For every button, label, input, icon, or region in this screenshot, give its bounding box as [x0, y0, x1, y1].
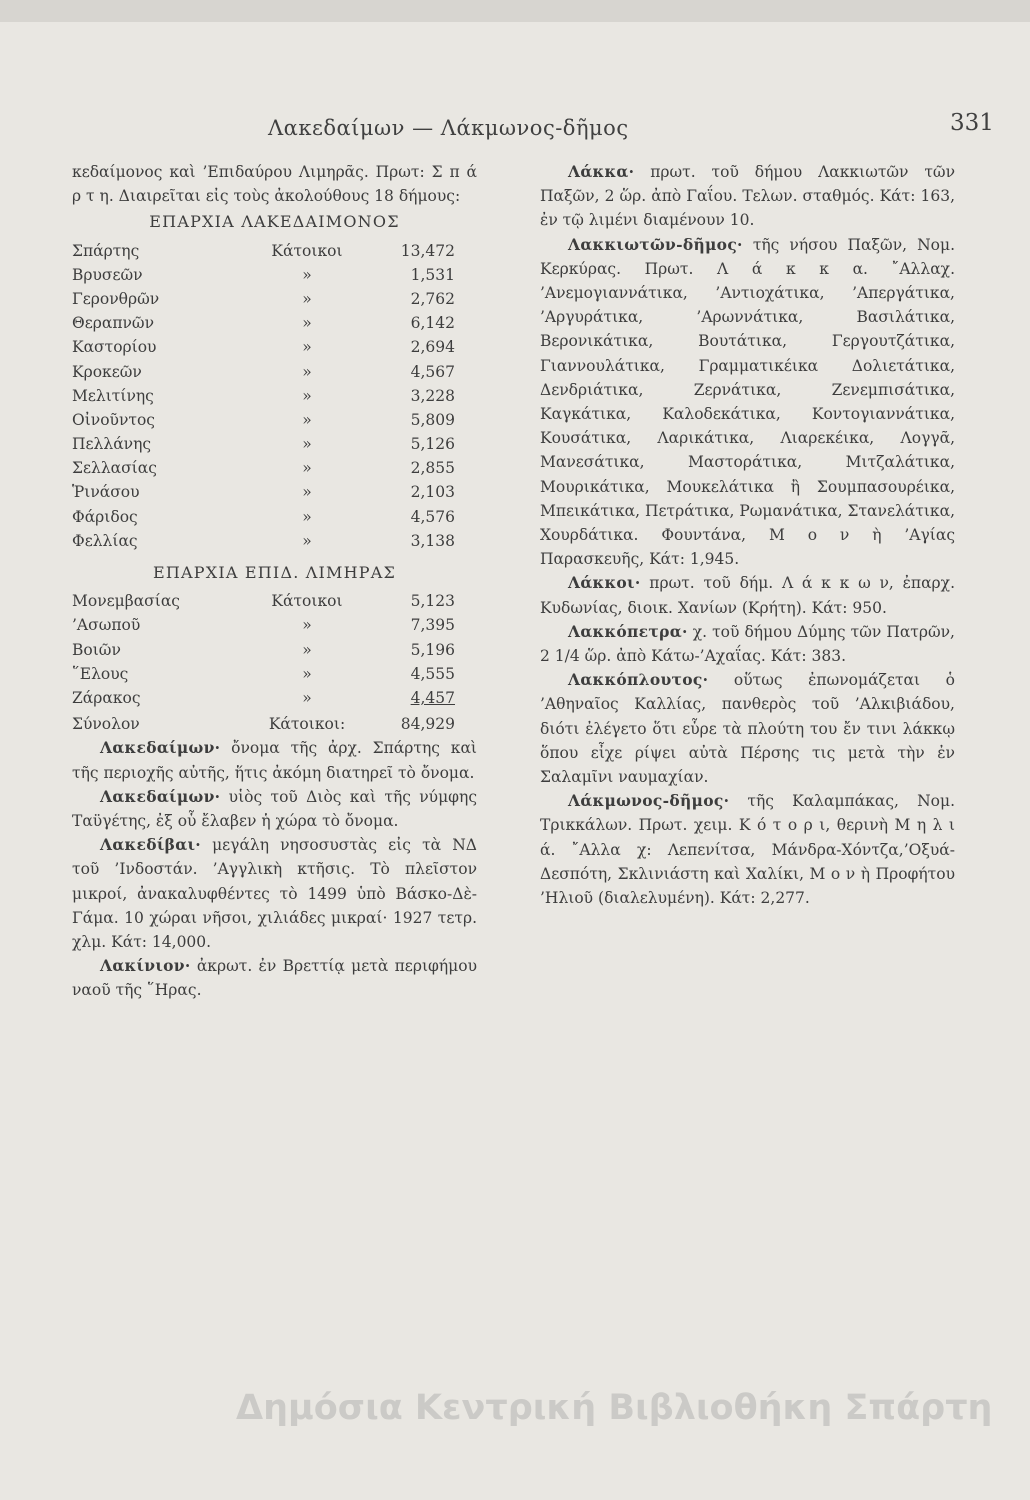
entry-paragraph — [72, 736, 477, 784]
table-row — [72, 480, 477, 504]
table-row — [72, 432, 477, 456]
table-row — [72, 686, 477, 710]
row-value: 13,472 — [400, 241, 455, 260]
left-entries — [72, 736, 477, 1002]
row-name: ῞Ελους — [72, 664, 129, 683]
section2-table — [72, 589, 477, 710]
row-label: Κάτοικοι — [271, 241, 343, 260]
row-value: 6,142 — [410, 314, 455, 333]
table-row — [72, 360, 477, 384]
intro-paragraph: κεδαίμονος καὶ ’Επιδαύρου Λιμηρᾶς. Πρωτ: Σ π ά ρ τ η. Διαιρεῖται εἰς τοὺς ἀκολούθους 18 δήμους: — [72, 163, 477, 206]
entry-headword: Λάκμωνος-δῆμος· — [568, 791, 730, 811]
row-name: Φελλίας — [72, 531, 138, 550]
table-row — [72, 456, 477, 480]
table-row — [72, 638, 477, 662]
entry-text: μεγάλη νησοσυστὰς εἰς τὰ ΝΔ τοῦ ’Ινδοστάν. ’Αγγλικὴ κτῆσις. Τὸ πλεῖστον μικροί, ἀνακαλυφθέντες τὸ 1499 ὑπὸ Βάσκο-Δὲ-Γάμα. 10 χώραι νῆσοι, χιλιάδες μικραί· 1927 τετρ. χλμ. Κάτ: 14,000. — [72, 836, 477, 951]
entry-text: πρωτ. τοῦ δήμου Λακκιωτῶν τῶν Παξῶν, 2 ὥρ. ἀπὸ Γαΐου. Τελων. σταθμός. Κάτ: 163, ἐν τῷ λιμένι διαμένουν 10. — [540, 163, 955, 230]
entry-paragraph — [540, 620, 955, 668]
row-label: » — [302, 507, 312, 526]
table-row — [72, 408, 477, 432]
row-value: 3,138 — [410, 531, 455, 550]
table-row — [72, 662, 477, 686]
row-label: » — [302, 689, 312, 707]
entry-text: τῆς νήσου Παξῶν, Νομ. Κερκύρας. Πρωτ. Λ ά κ κ α. ῎Αλλαχ. ’Ανεμογιαννάτικα, ’Αντιοχάτικα, ’Απεργάτικα, ’Αργυράτικα, ’Αρωννάτικα, Βασιλάτικα, Βερονικάτικα, Βουτάτικα, Γεργουτζάτικα, Γιαννουλάτικα, Γραμματικέικα Δολιετάτικα, Δενδριάτικα, Ζερνάτικα, Ζενεμπισάτικα, Καγκάτικα, Καλοδεκάτικα, Κοντογιαννάτικα, Κουσάτικα, Λαρικάτικα, Λιαρεκέικα, Λογγᾶ, Μανεσάτικα, Μαστοράτικα, Μιτζαλάτικα, Μουρικάτικα, Μουκελάτικα ἢ Σουμπασουρέικα, Μπεικάτικα, Πετράτικα, Ρωμανάτικα, Στανελάτικα, Χουρδάτικα. Φουντάνα, Μ ο ν ὴ ’Αγίας Παρασκευῆς, Κάτ: 1,945. — [540, 235, 955, 569]
entry-paragraph — [540, 789, 955, 910]
entry-text: τῆς Καλαμπάκας, Νομ. Τρικκάλων. Πρωτ. χειμ. Κ ό τ ο ρ ι, θερινὴ Μ η λ ι ά. ῎Αλλα χ: Λεπενίτσα, Μάνδρα-Χόντζα,’Οξυά-Δεσπότη, Σκλινιάστη καὶ Χαλίκι, Μ ο ν ὴ Προφήτου ’Ηλιοῦ (διαλελυμένη). Κάτ: 2,277. — [540, 792, 955, 908]
row-name: Μελιτίνης — [72, 386, 154, 405]
left-column — [72, 160, 477, 1003]
section1-table — [72, 239, 477, 553]
row-value: 5,196 — [410, 640, 455, 659]
entry-headword: Λακκόπλουτος· — [568, 670, 709, 690]
entry-paragraph — [540, 571, 955, 619]
row-name: Φάριδος — [72, 507, 138, 526]
total-value: 84,929 — [400, 715, 455, 734]
row-value: 2,762 — [410, 289, 455, 308]
row-value: 4,555 — [410, 664, 455, 683]
row-value: 4,576 — [410, 507, 455, 526]
row-name: Ζάρακος — [72, 689, 141, 707]
row-name: Σπάρτης — [72, 241, 140, 260]
right-column — [540, 160, 955, 910]
row-name: ’Ασωποῦ — [72, 616, 141, 635]
table-row — [72, 335, 477, 359]
total-name: Σύνολον — [72, 715, 140, 734]
table-row — [72, 311, 477, 335]
table-row — [72, 263, 477, 287]
row-value: 1,531 — [410, 265, 455, 284]
row-name: Κροκεῶν — [72, 362, 142, 381]
row-value: 5,123 — [410, 592, 455, 611]
scan-top-band — [0, 0, 1030, 22]
row-value: 2,694 — [410, 338, 455, 357]
library-watermark: Δημόσια Κεντρική Βιβλιοθήκη Σπάρτη — [236, 1388, 993, 1428]
table-row — [72, 613, 477, 637]
entry-text: χ. τοῦ δήμου Δύμης τῶν Πατρῶν, 2 1/4 ὥρ. ἀπὸ Κάτω-’Αχαΐας. Κάτ: 383. — [540, 622, 955, 666]
row-value: 4,567 — [410, 362, 455, 381]
row-label: » — [302, 616, 312, 635]
row-value: 4,457 — [410, 689, 455, 707]
row-label: » — [302, 314, 312, 333]
entry-paragraph — [540, 160, 955, 233]
row-label: » — [302, 410, 312, 429]
row-label: » — [302, 289, 312, 308]
entry-paragraph — [72, 954, 477, 1002]
running-header: Λακεδαίμων — Λάκμωνος-δῆμος — [268, 116, 629, 140]
row-label: » — [302, 435, 312, 454]
entry-headword: Λακίνιον· — [100, 956, 191, 976]
table-row — [72, 505, 477, 529]
row-value: 2,103 — [410, 483, 455, 502]
row-name: Καστορίου — [72, 338, 157, 357]
row-label: Κάτοικοι — [271, 592, 343, 611]
table-row — [72, 529, 477, 553]
table-row — [72, 589, 477, 613]
entry-headword: Λακεδαίμων· — [100, 786, 221, 806]
entry-headword: Λακεδαίμων· — [100, 738, 221, 758]
entry-text: πρωτ. τοῦ δήμ. Λ ά κ κ ω ν, ἐπαρχ. Κυδωνίας, διοικ. Χανίων (Κρήτη). Κάτ: 950. — [540, 574, 955, 617]
entry-paragraph — [540, 668, 955, 789]
row-label: » — [302, 386, 312, 405]
entry-headword: Λάκκα· — [568, 162, 635, 181]
row-name: Ῥινάσου — [72, 483, 140, 502]
entry-paragraph — [72, 833, 477, 954]
row-name: Πελλάνης — [72, 435, 152, 454]
row-name: Σελλασίας — [72, 459, 157, 478]
total-label: Κάτοικοι: — [268, 715, 346, 734]
row-label: » — [302, 640, 312, 659]
row-name: Θεραπνῶν — [72, 314, 154, 333]
row-label: » — [302, 664, 312, 683]
entry-headword: Λακκιωτῶν-δῆμος· — [568, 234, 743, 254]
row-value: 7,395 — [410, 616, 455, 635]
entry-paragraph — [72, 785, 477, 833]
row-name: Γερονθρῶν — [72, 289, 160, 308]
row-label: » — [302, 483, 312, 502]
row-name: Οἰνοῦντος — [72, 410, 155, 429]
right-entries — [540, 160, 955, 910]
row-label: » — [302, 531, 312, 550]
entry-headword: Λακεδίβαι· — [100, 835, 201, 855]
entry-paragraph — [540, 233, 955, 572]
entry-text: ἀκρωτ. ἐν Βρεττίᾳ μετὰ περιφήμου ναοῦ τῆς ῞Ηρας. — [72, 957, 477, 1000]
row-label: » — [302, 459, 312, 478]
section-title-lakedaimonos: ΕΠΑΡΧΙΑ ΛΑΚΕΔΑΙΜΟΝΟΣ — [149, 212, 400, 232]
row-value: 5,126 — [410, 435, 455, 454]
row-name: Βρυσεῶν — [72, 265, 143, 284]
row-label: » — [302, 265, 312, 284]
row-label: » — [302, 338, 312, 357]
row-value: 2,855 — [410, 459, 455, 478]
row-name: Μονεμβασίας — [72, 592, 180, 611]
row-label: » — [302, 362, 312, 381]
row-name: Βοιῶν — [72, 640, 121, 659]
table-row — [72, 384, 477, 408]
total-row — [72, 712, 477, 736]
entry-text: υἱὸς τοῦ Διὸς καὶ τῆς νύμφης Ταϋγέτης, ἐξ οὗ ἔλαβεν ἡ χώρα τὸ ὄνομα. — [72, 787, 477, 830]
row-value: 3,228 — [410, 386, 455, 405]
entry-headword: Λάκκοι· — [568, 573, 641, 593]
entry-text: ὄνομα τῆς ἀρχ. Σπάρτης καὶ τῆς περιοχῆς αὐτῆς, ἥτις ἀκόμη διατηρεῖ τὸ ὄνομα. — [72, 739, 477, 782]
entry-headword: Λακκόπετρα· — [568, 621, 688, 641]
row-value: 5,809 — [410, 410, 455, 429]
page-number: 331 — [950, 110, 994, 136]
entry-text: οὕτως ἐπωνομάζεται ὁ ’Αθηναῖος Καλλίας, πανθερὸς τοῦ ’Αλκιβιάδου, διότι ἐλέγετο ὅτι εὗρε τὰ πλούτη του ἔν τινι λάκκῳ ὅπου εἶχε ρίψει αὐτὰ Πέρσης τις μετὰ τὴν ἐν Σαλαμῖνι ναυμαχίαν. — [540, 671, 955, 787]
table-row — [72, 239, 477, 263]
section-title-limiras: ΕΠΑΡΧΙΑ ΕΠΙΔ. ΛΙΜΗΡΑΣ — [152, 563, 397, 583]
table-row — [72, 287, 477, 311]
